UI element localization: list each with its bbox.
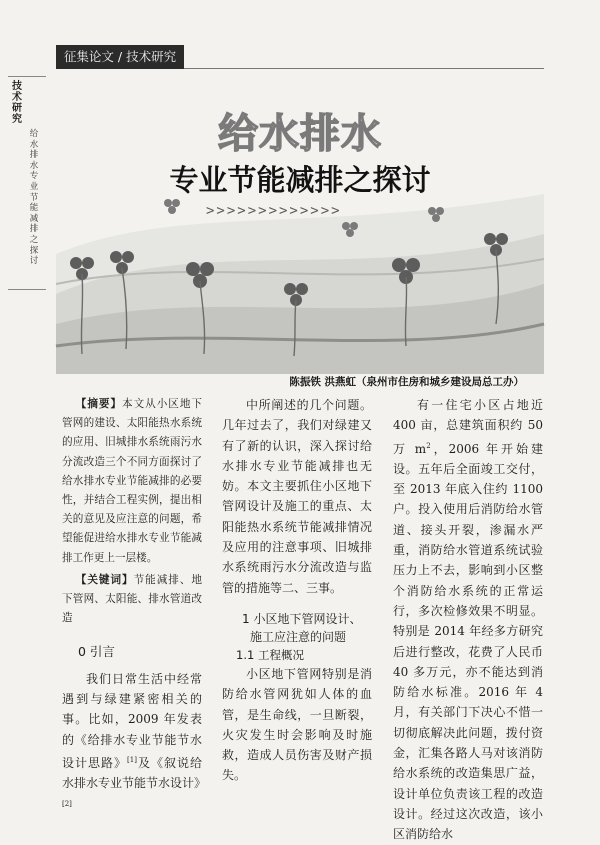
authors: 陈振铁 洪燕虹（泉州市住房和城乡建设局总工办） bbox=[289, 376, 524, 388]
ref-2: [2] bbox=[62, 799, 72, 808]
column-3 bbox=[393, 395, 543, 845]
keywords-label: 【关键词】 bbox=[75, 573, 134, 586]
side-tab-category: 技术研究 bbox=[12, 81, 22, 125]
abstract-label: 【摘要】 bbox=[75, 398, 123, 410]
column-2 bbox=[222, 395, 372, 786]
col3-text-b: ，2006 年开始建设。五年后全面竣工交付，至 2013 年底入住约 1100 户。投入使用后消防给水管道、接头开裂，渗漏水严重，消防给水管道系统试验压力上不去，影响到小区整个消防给水系统的正常运行，多次检修效果不明显。特别是 2014 年经多方研究后进行整改，花费了人民币 40 多万元，亦不能达到消防给水标准。2016 年 4 月，有关部门下决心不惜一切彻底解决此问题，拨付资金，汇集各路人马对该消防给水系统的改造集思广益，设计单位负责该工程的改造设计。经过这次改造，该小区消防给水 bbox=[393, 441, 543, 842]
col3-paragraph bbox=[393, 395, 543, 845]
section-1-title: 1 小区地下管网设计、施工应注意的问题 bbox=[242, 611, 362, 644]
title-banner bbox=[56, 84, 544, 388]
side-tab bbox=[8, 76, 46, 290]
title-sub: 专业节能减排之探讨 bbox=[169, 163, 431, 197]
area-unit-sup: 2 bbox=[426, 441, 431, 450]
ref-1: [1] bbox=[127, 755, 137, 764]
keywords bbox=[62, 571, 202, 629]
abstract-text: 本文从小区地下管网的建设、太阳能热水系统的应用、旧城排水系统雨污水分流改造三个不同方面探讨了给水排水专业节能减排的必要性，并结合工程实例，提出相关的意见及应注意的问题，希望能促进给水排水专业节能减排工作更上一层楼。 bbox=[62, 398, 203, 564]
section-1-1-text: 小区地下管网特别是消防给水管网犹如人体的血管，是生命线，一旦断裂，火灾发生时会影响及时施救，造成人员伤害及财产损失。 bbox=[222, 666, 372, 783]
column-1 bbox=[62, 395, 207, 817]
intro-heading: 0 引言 bbox=[78, 644, 115, 660]
section-1-1-title: 1.1 工程概况 bbox=[236, 647, 304, 662]
header-rule bbox=[184, 68, 544, 69]
section-tag: 征集论文 / 技术研究 bbox=[56, 45, 184, 69]
col3-text-a: 有一住宅小区占地近 400 亩，总建筑面积约 50 万 m bbox=[393, 398, 543, 456]
title-main: 给水排水 bbox=[218, 111, 382, 157]
col2-paragraph: 中所阐述的几个问题。几年过去了，我们对绿建又有了新的认识，深入探讨给水排水专业节能减排也无妨。本文主要抓住小区地下管网设计及施工的重点、太阳能热水系统节能减排情况及应用的注意事项、旧城排水系统雨污水分流改造与监管的措施等二、三事。 bbox=[222, 398, 372, 595]
intro-text-b: 及《叙说给水排水专业节能节水设计》 bbox=[62, 755, 207, 791]
keywords-text: 节能减排、地下管网、太阳能、排水管道改造 bbox=[62, 573, 203, 625]
abstract bbox=[62, 395, 202, 568]
intro-text-a: 我们日常生活中经常遇到与绿建紧密相关的事。比如，2009 年发表的《给排水专业节能节水设计思路》 bbox=[62, 671, 202, 770]
side-tab-topic: 给水排水专业节能减排之探讨 bbox=[29, 129, 39, 267]
title-arrows: >>>>>>>>>>>>> bbox=[206, 203, 342, 219]
intro-paragraph bbox=[62, 669, 207, 817]
